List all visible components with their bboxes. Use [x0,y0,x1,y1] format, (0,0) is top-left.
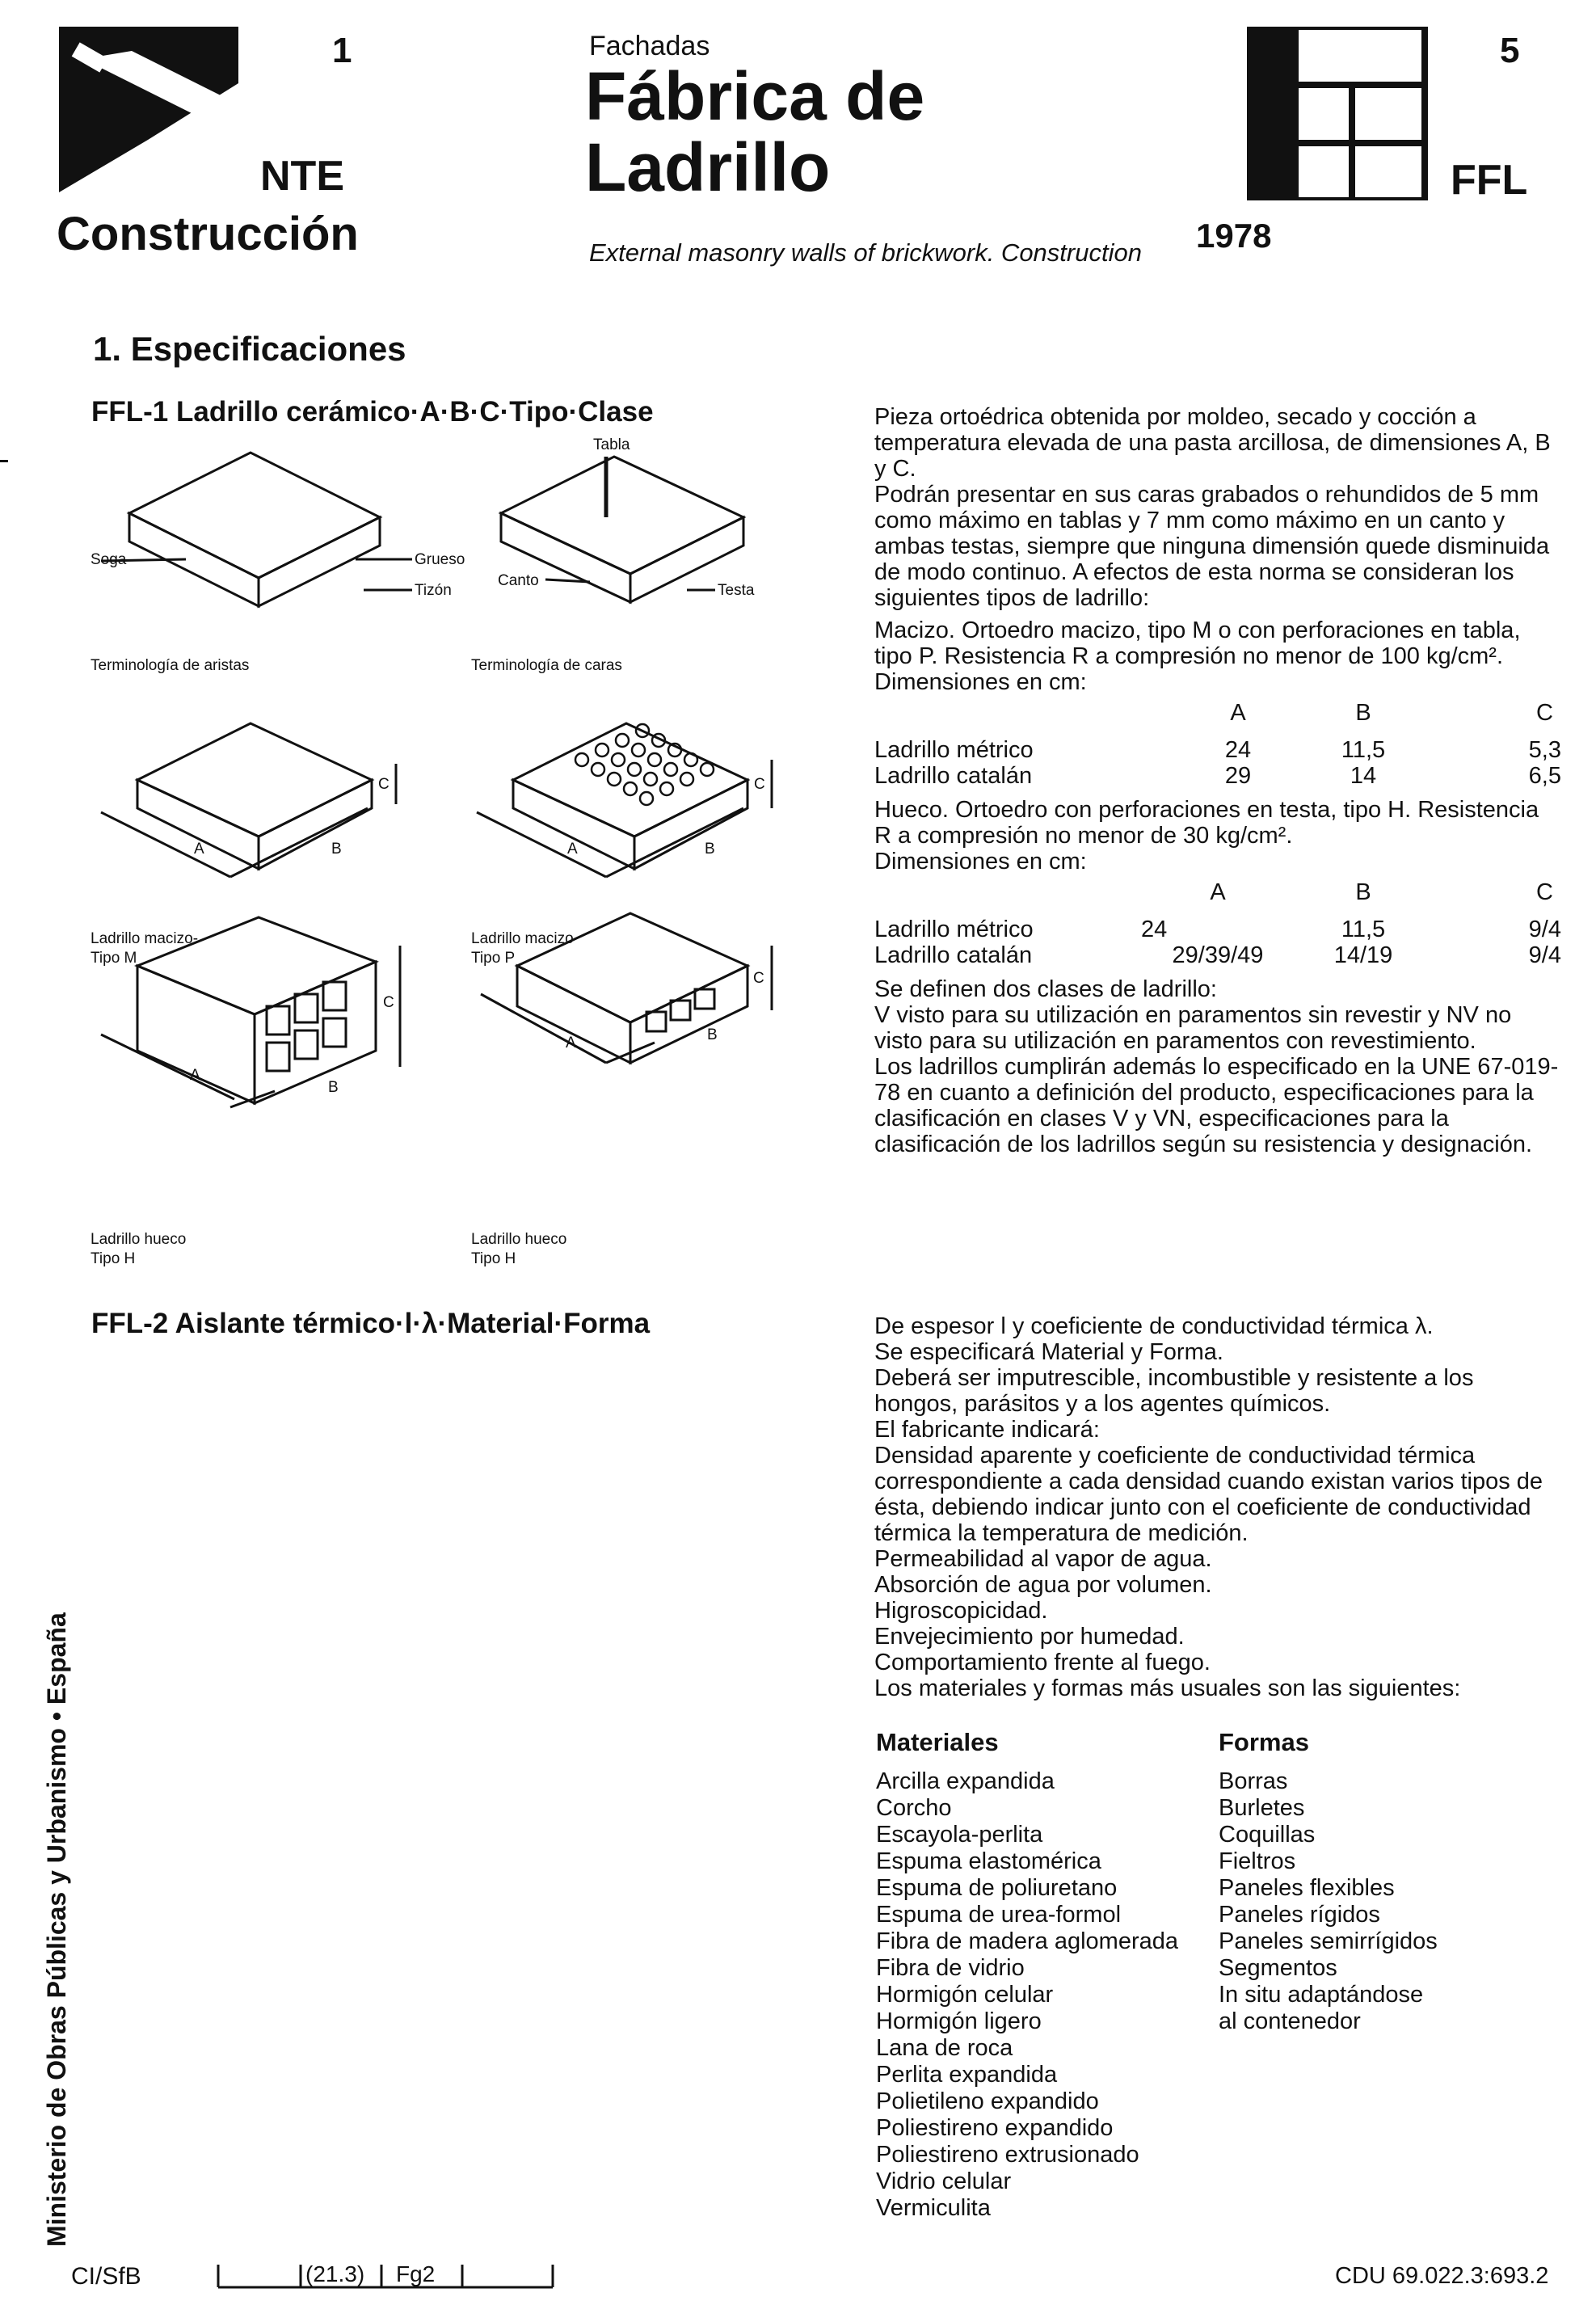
dim-b-p: B [705,841,715,858]
ffl1-description [874,404,1561,1157]
ffl2-line: Absorción de agua por volumen. [874,1572,1212,1598]
label-grueso: Grueso [415,551,465,568]
dim-b-h2: B [707,1026,718,1043]
ffl2-line: Deberá ser imputrescible, incombustible y resistente a los hongos, parásitos y a los agentes químicos. [874,1365,1474,1417]
margin-tick [0,460,8,462]
dim-c-h1: C [383,994,394,1011]
list-item: Perlita expandida [876,2062,1058,2088]
ffl1-heading: FFL-1 Ladrillo cerámico·A·B·C·Tipo·Clase [91,396,654,428]
classification-box [217,2260,554,2290]
list-item: Fibra de vidrio [876,1955,1025,1981]
brick-wall-icon [1247,27,1429,200]
list-item: Poliestireno expandido [876,2115,1114,2141]
forms-list [1219,1768,1542,2035]
ffl2-line: De espesor l y coeficiente de conductividad térmica λ. [874,1313,1434,1339]
label-soga: Soga [91,551,127,568]
list-item: Segmentos [1219,1955,1337,1981]
cdu-code: CDU 69.022.3:693.2 [1335,2263,1549,2289]
forms-header: Formas [1219,1728,1309,1756]
dim-b-h1: B [328,1079,339,1096]
list-item: Lana de roca [876,2035,1013,2061]
list-item: Vermiculita [876,2195,991,2221]
table-row: Ladrillo catalán 29/39/49 14/19 9/4 [874,942,1561,968]
brick-type-m-figure [101,723,396,877]
list-item: Paneles rígidos [1219,1902,1380,1928]
caption-caras: Terminología de caras [471,657,622,674]
ffl2-description [874,1313,1561,1701]
caption-hueco-1: Ladrillo hueco Tipo H [91,1231,187,1267]
list-item: Hormigón celular [876,1982,1054,2008]
brick-figures [89,436,784,1277]
table-row: Ladrillo métrico 24 11,5 9/4 [874,917,1561,942]
label-canto: Canto [498,572,539,589]
ffl2-line: Se especificará Material y Forma. [874,1339,1223,1365]
dim-a-m: A [194,841,204,858]
list-item: Corcho [876,1795,952,1821]
caption-hueco-2: Ladrillo hueco Tipo H [471,1231,567,1267]
list-item: Hormigón ligero [876,2008,1042,2034]
list-item: Paneles flexibles [1219,1875,1395,1901]
dim-c-m: C [378,776,390,793]
cisfb-code-1: (21.3) [305,2261,365,2286]
list-item: Escayola-perlita [876,1822,1043,1848]
brick-wall-symbol [1247,27,1429,200]
dims-table-2 [874,879,1561,968]
ffl2-line: Los materiales y formas más usuales son las siguientes: [874,1675,1461,1701]
materials-header: Materiales [876,1728,999,1756]
dim-a-p: A [567,841,578,858]
cisfb-label: CI/SfB [71,2263,141,2290]
dims-table-1 [874,700,1561,789]
table-header-row: A B C [1230,700,1553,726]
table-row: Ladrillo métrico 24 11,5 5,3 [874,737,1561,763]
list-item: Arcilla expandida [876,1768,1055,1794]
sheet-number: 1 [332,31,352,70]
table-row: Ladrillo catalán 29 14 6,5 [874,763,1561,789]
dim-c-p: C [754,776,765,793]
list-item: Borras [1219,1768,1288,1794]
list-item: Paneles semirrígidos [1219,1928,1438,1954]
list-item: Coquillas [1219,1822,1316,1848]
brick-edges-figure [101,453,412,606]
year: 1978 [1196,217,1272,255]
ffl1-dims-label-2: Dimensiones en cm: [874,849,1087,874]
ffl1-p6: V visto para su utilización en paramentos sin revestir y NV no visto para su utilización en paramentos con revestimiento. [874,1002,1512,1054]
ffl1-p4: Hueco. Ortoedro con perforaciones en testa, tipo H. Resistencia R a compresión no menor de 30 kg/cm². [874,797,1539,849]
caption-aristas: Terminología de aristas [91,657,250,674]
page-number: 5 [1500,31,1520,70]
dim-a-h1: A [190,1067,200,1084]
ffl1-p1: Pieza ortoédrica obtenida por moldeo, secado y cocción a temperatura elevada de una pasta arcillosa, de dimensiones A, B y C. [874,404,1551,482]
label-tabla: Tabla [593,436,630,453]
ffl2-line: Permeabilidad al vapor de agua. [874,1546,1212,1572]
list-item: In situ adaptándose [1219,1982,1424,2008]
brick-type-p-figure [477,723,772,877]
ffl2-heading: FFL-2 Aislante térmico·l·λ·Material·Forma [91,1308,651,1339]
title-line-2: Ladrillo [585,129,831,205]
logo-label: NTE [260,153,344,200]
ffl1-p5: Se definen dos clases de ladrillo: [874,976,1217,1002]
caption-macizo-m: Ladrillo macizo- Tipo M [91,930,199,967]
ffl1-p7: Los ladrillos cumplirán además lo especificado en la UNE 67-019-78 en cuanto a definición del producto, especificaciones para la clasificación en clases V y VN, especificaciones para la clasificación de los ladrillos según su resistencia y designación. [874,1054,1559,1157]
ffl1-p2: Podrán presentar en sus caras grabados o rehundidos de 5 mm como máximo en tablas y 7 mm como máximo en un canto y ambas testas, siempre que ninguna dimensión quede disminuida de modo continuo. A efectos de esta norma se consideran los siguientes tipos de ladrillo: [874,482,1550,611]
dim-a-h2: A [566,1035,576,1051]
ffl1-dims-label-1: Dimensiones en cm: [874,669,1087,695]
trowel-icon [59,27,238,192]
list-item: Poliestireno extrusionado [876,2142,1139,2168]
nte-logo [59,27,238,192]
table-header-row: A B C [1210,879,1553,905]
cisfb-box [217,2260,554,2290]
ffl1-p3: Macizo. Ortoedro macizo, tipo M o con perforaciones en tabla, tipo P. Resistencia R a compresión no menor de 100 kg/cm². [874,617,1521,669]
page-title [585,58,925,205]
section-label: Fachadas [589,31,710,61]
cisfb-code-2: Fg2 [396,2261,436,2286]
list-item: Espuma elastomérica [876,1848,1101,1874]
list-item: al contenedor [1219,2008,1361,2034]
title-line-1: Fábrica de [585,58,925,134]
ffl2-line: Densidad aparente y coeficiente de conductividad térmica correspondiente a cada densidad cuando existan varios tipos de ésta, debiendo indicar junto con el coeficiente de conductividad térmica la temperatura de medición. [874,1443,1543,1546]
label-tizon: Tizón [415,582,452,599]
doc-code: FFL [1451,157,1528,204]
list-item: Polietileno expandido [876,2088,1099,2114]
ffl2-line: El fabricante indicará: [874,1417,1100,1443]
label-testa: Testa [718,582,755,599]
materials-list [876,1768,1215,2222]
ffl2-line: Higroscopicidad. [874,1598,1048,1624]
list-item: Espuma de poliuretano [876,1875,1118,1901]
list-item: Burletes [1219,1795,1305,1821]
list-item: Fibra de madera aglomerada [876,1928,1178,1954]
subtitle: External masonry walls of brickwork. Construction [589,238,1142,267]
ffl2-line: Comportamiento frente al fuego. [874,1650,1211,1675]
ministry-vertical-text: Ministerio de Obras Públicas y Urbanismo • España [42,1612,71,2247]
dim-c-h2: C [753,970,764,987]
list-item: Vidrio celular [876,2168,1012,2194]
list-item: Espuma de urea-formol [876,1902,1122,1928]
caption-macizo-p: Ladrillo macizo Tipo P [471,930,574,967]
dim-b-m: B [331,841,342,858]
ffl2-line: Envejecimiento por humedad. [874,1624,1185,1650]
list-item: Fieltros [1219,1848,1296,1874]
series-label: Construcción [57,208,359,260]
section-title: 1. Especificaciones [93,330,406,368]
